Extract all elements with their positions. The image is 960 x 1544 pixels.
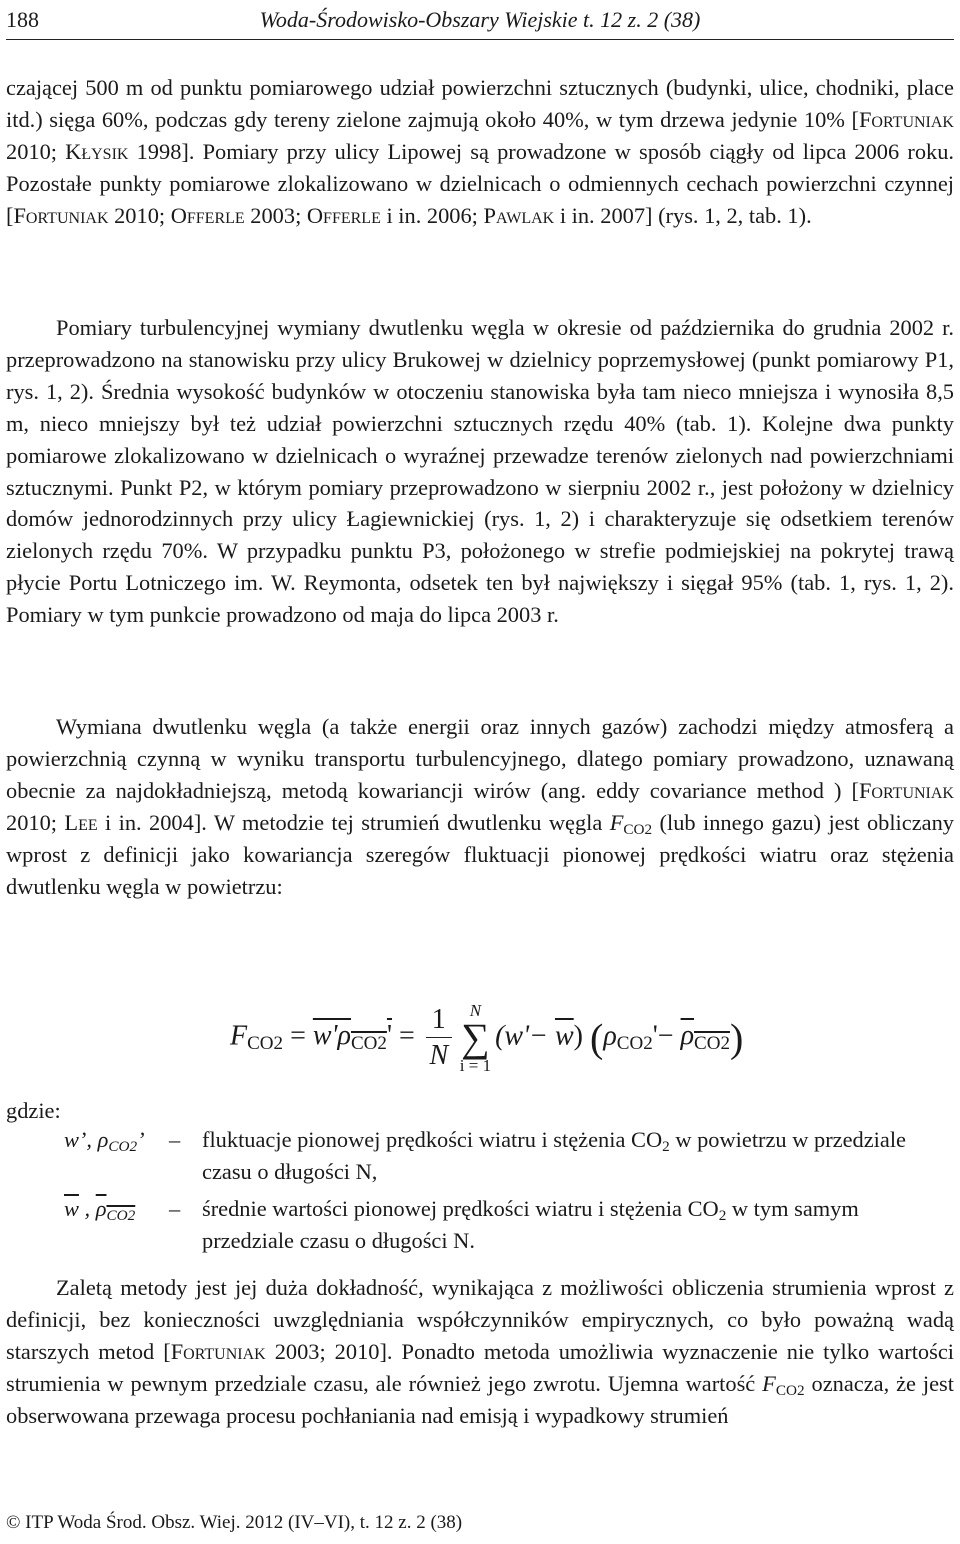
legend-dash: – <box>169 1196 181 1221</box>
math-symbol: $\overline{w}$ <box>64 1196 79 1221</box>
text-run: 2010; <box>108 202 171 228</box>
legend-dash: – <box>169 1127 181 1152</box>
math-subscript: 2 <box>662 1137 670 1155</box>
math-subscript: CO2 <box>247 1033 284 1055</box>
text-run: w tym samym przedziale czasu o długości N. <box>202 1196 859 1253</box>
fraction <box>426 1003 452 1074</box>
legend-symbol-means <box>64 1193 135 1225</box>
fraction-numerator: 1 <box>426 1003 452 1038</box>
citation-author: Kłysik <box>65 138 129 164</box>
math-symbol: F <box>762 1370 776 1396</box>
math-subscript: CO2 <box>616 1033 653 1055</box>
text-run: 2003; 2010]. Ponadto metoda umożliwia wyznaczenie nie tylko wartości strumienia w pewnym przedziale czasu, ale również jego zwrotu. Ujemna wartość <box>6 1338 954 1396</box>
math-symbol: F <box>230 1020 248 1052</box>
text-run: w powietrzu w przedziale czasu o długości N, <box>202 1127 906 1184</box>
math-symbol: ρ <box>680 1020 695 1052</box>
body-paragraph-3 <box>6 711 954 902</box>
header-rule <box>6 39 954 40</box>
fraction-denominator: N <box>429 1039 449 1071</box>
citation-author: Fortuniak <box>858 777 954 803</box>
citation-author: Offerle <box>170 202 245 228</box>
text-run: i in. 2007] (rys. 1, 2, tab. 1). <box>554 202 812 228</box>
citation-author: Fortuniak <box>858 106 954 132</box>
math-term: '− <box>652 1020 681 1052</box>
math-symbol: ' <box>386 1020 392 1052</box>
sum-upper-limit: N <box>469 1001 482 1020</box>
math-paren: ) <box>729 1015 744 1061</box>
text-run: Wymiana dwutlenku węgla (a także energii oraz innych gazów) zachodzi między atmosferą a powierzchnią czynną w wyniku transportu turbulencyjnego, dlatego pomiary prowadzono, uznawaną obecnie za najdokładniejszą, metodą kowariancji wirów (ang. eddy covariance method ) [ <box>6 714 954 803</box>
math-symbol: $\overline{w}$ <box>554 1020 574 1052</box>
body-paragraph-2 <box>6 312 954 631</box>
text-run: Zaletą metody jest jej duża dokładność, wynikająca z możliwości obliczenia strumienia wprost z definicji, bez konieczności uwzględniania współczynników empirycznych, co było poważną wadą starszych metod [ <box>6 1275 954 1364</box>
legend-symbol-fluctuations <box>64 1124 145 1156</box>
math-paren: ( <box>590 1015 604 1061</box>
math-subscript: CO2 <box>108 1137 138 1155</box>
journal-title: Woda-Środowisko-Obszary Wiejskie t. 12 z. 2 (38) <box>259 7 701 32</box>
math-subscript: CO2 <box>106 1206 136 1224</box>
math-subscript: CO2 <box>350 1033 387 1055</box>
page-footer: © ITP Woda Środ. Obsz. Wiej. 2012 (IV–VI), t. 12 z. 2 (38) <box>6 1512 463 1533</box>
body-paragraph-4 <box>6 1272 954 1432</box>
math-symbol: ρ <box>337 1020 351 1052</box>
math-term: ) <box>573 1020 583 1052</box>
citation-author: Fortuniak <box>170 1338 266 1364</box>
math-term: (w'− <box>495 1020 555 1052</box>
legend-intro: gdzie: <box>6 1098 61 1123</box>
text-run: 2010; <box>6 809 65 835</box>
math-operator: = <box>283 1020 313 1052</box>
text-run: 2010; <box>6 138 66 164</box>
citation-author: Offerle <box>306 202 381 228</box>
math-symbol: w' <box>312 1020 338 1052</box>
body-paragraph-1 <box>6 72 954 232</box>
math-symbol: ρ <box>603 1020 617 1052</box>
sum-lower-limit: i = 1 <box>459 1056 492 1075</box>
citation-author: Fortuniak <box>13 202 109 228</box>
text-run: i in. 2004]. W metodzie tej strumień dwutlenku węgla <box>97 809 610 835</box>
text-run: (lub innego gazu) jest obliczany wprost z definicji jako kowariancja szeregów fluktuacji pionowej prędkości wiatru oraz stężenia dwutlenku węgla w powietrzu: <box>6 809 954 899</box>
text-run: 2003; <box>244 202 307 228</box>
sigma-symbol: ∑ <box>461 1015 490 1060</box>
text-run: i in. 2006; <box>380 202 484 228</box>
citation-author: Pawlak <box>483 202 555 228</box>
math-operator: = <box>391 1020 422 1052</box>
legend-description-fluctuations <box>202 1124 954 1188</box>
math-subscript: CO2 <box>694 1033 730 1055</box>
math-symbol: ’ <box>137 1127 145 1152</box>
citation-author: Lee <box>64 809 98 835</box>
text-run: średnie wartości pionowej prędkości wiatru i stężenia CO <box>202 1196 719 1221</box>
math-subscript: 2 <box>718 1206 727 1224</box>
math-symbol: ρ <box>95 1196 107 1221</box>
math-symbol: F <box>609 809 624 835</box>
text-run: 1998]. Pomiary przy ulicy Lipowej są prowadzone w sposób ciągły od lipca 2006 roku. Pozostałe punkty pomiarowe zlokalizowano w dzielnicach o odmiennych cechach powierzchni czynnej [ <box>6 138 954 228</box>
text-run: fluktuacje pionowej prędkości wiatru i stężenia CO <box>202 1127 663 1152</box>
math-subscript: CO2 <box>623 820 653 838</box>
math-symbol: w’, ρ <box>64 1127 109 1152</box>
text-run: czającej 500 m od punktu pomiarowego udział powierzchni sztucznych (budynki, ulice, chodniki, place itd.) sięga 60%, podczas gdy tereny zielone zajmują około 40%, w tym drzewa jedynie 10% [ <box>6 75 954 132</box>
math-separator: , <box>78 1196 96 1221</box>
legend-description-means <box>202 1193 954 1257</box>
running-header <box>6 4 954 38</box>
math-subscript: CO2 <box>775 1381 805 1399</box>
flux-equation <box>230 970 950 1080</box>
paragraph-text: Pomiary turbulencyjnej wymiany dwutlenku węgla w okresie od października do grudnia 2002 r. przeprowadzono na stanowisku przy ulicy Brukowej w dzielnicy poprzemysłowej (punkt pomiarowy P1, rys. 1, 2). Średnia wysokość budynków w otoczeniu stanowiska była tam nieco mniejsza i wynosiła 8,5 m, nieco mniejszy był też udział powierzchni sztucznych rzędu 40% (tab. 1). Kolejne dwa punkty pomiarowe zlokalizowano w dzielnicach o wyraźnej przewadze terenów zielonych nad powierzchniami sztucznymi. Punkt P2, w którym pomiary przeprowadzono w sierpniu 2002 r., jest położony w dzielnicy domów jednorodzinnych przy ulicy Łagiewnickiej (rys. 1, 2) i charakteryzuje się odsetkiem terenów zielonych rzędu 70%. W przypadku punktu P3, położonego w strefie podmiejskiej na pokrytej trawą płycie Portu Lotniczego im. W. Reymonta, odsetek ten był największy i sięgał 95% (tab. 1, rys. 1, 2). Pomiary w tym punkcie prowadzono od maja do lipca 2003 r. <box>6 315 954 628</box>
text-run: oznacza, że jest obserwowana przewaga procesu pochłaniania nad emisją i wypadkowy strumień <box>6 1370 954 1428</box>
summation <box>460 1002 491 1074</box>
page-number: 188 <box>6 7 39 32</box>
